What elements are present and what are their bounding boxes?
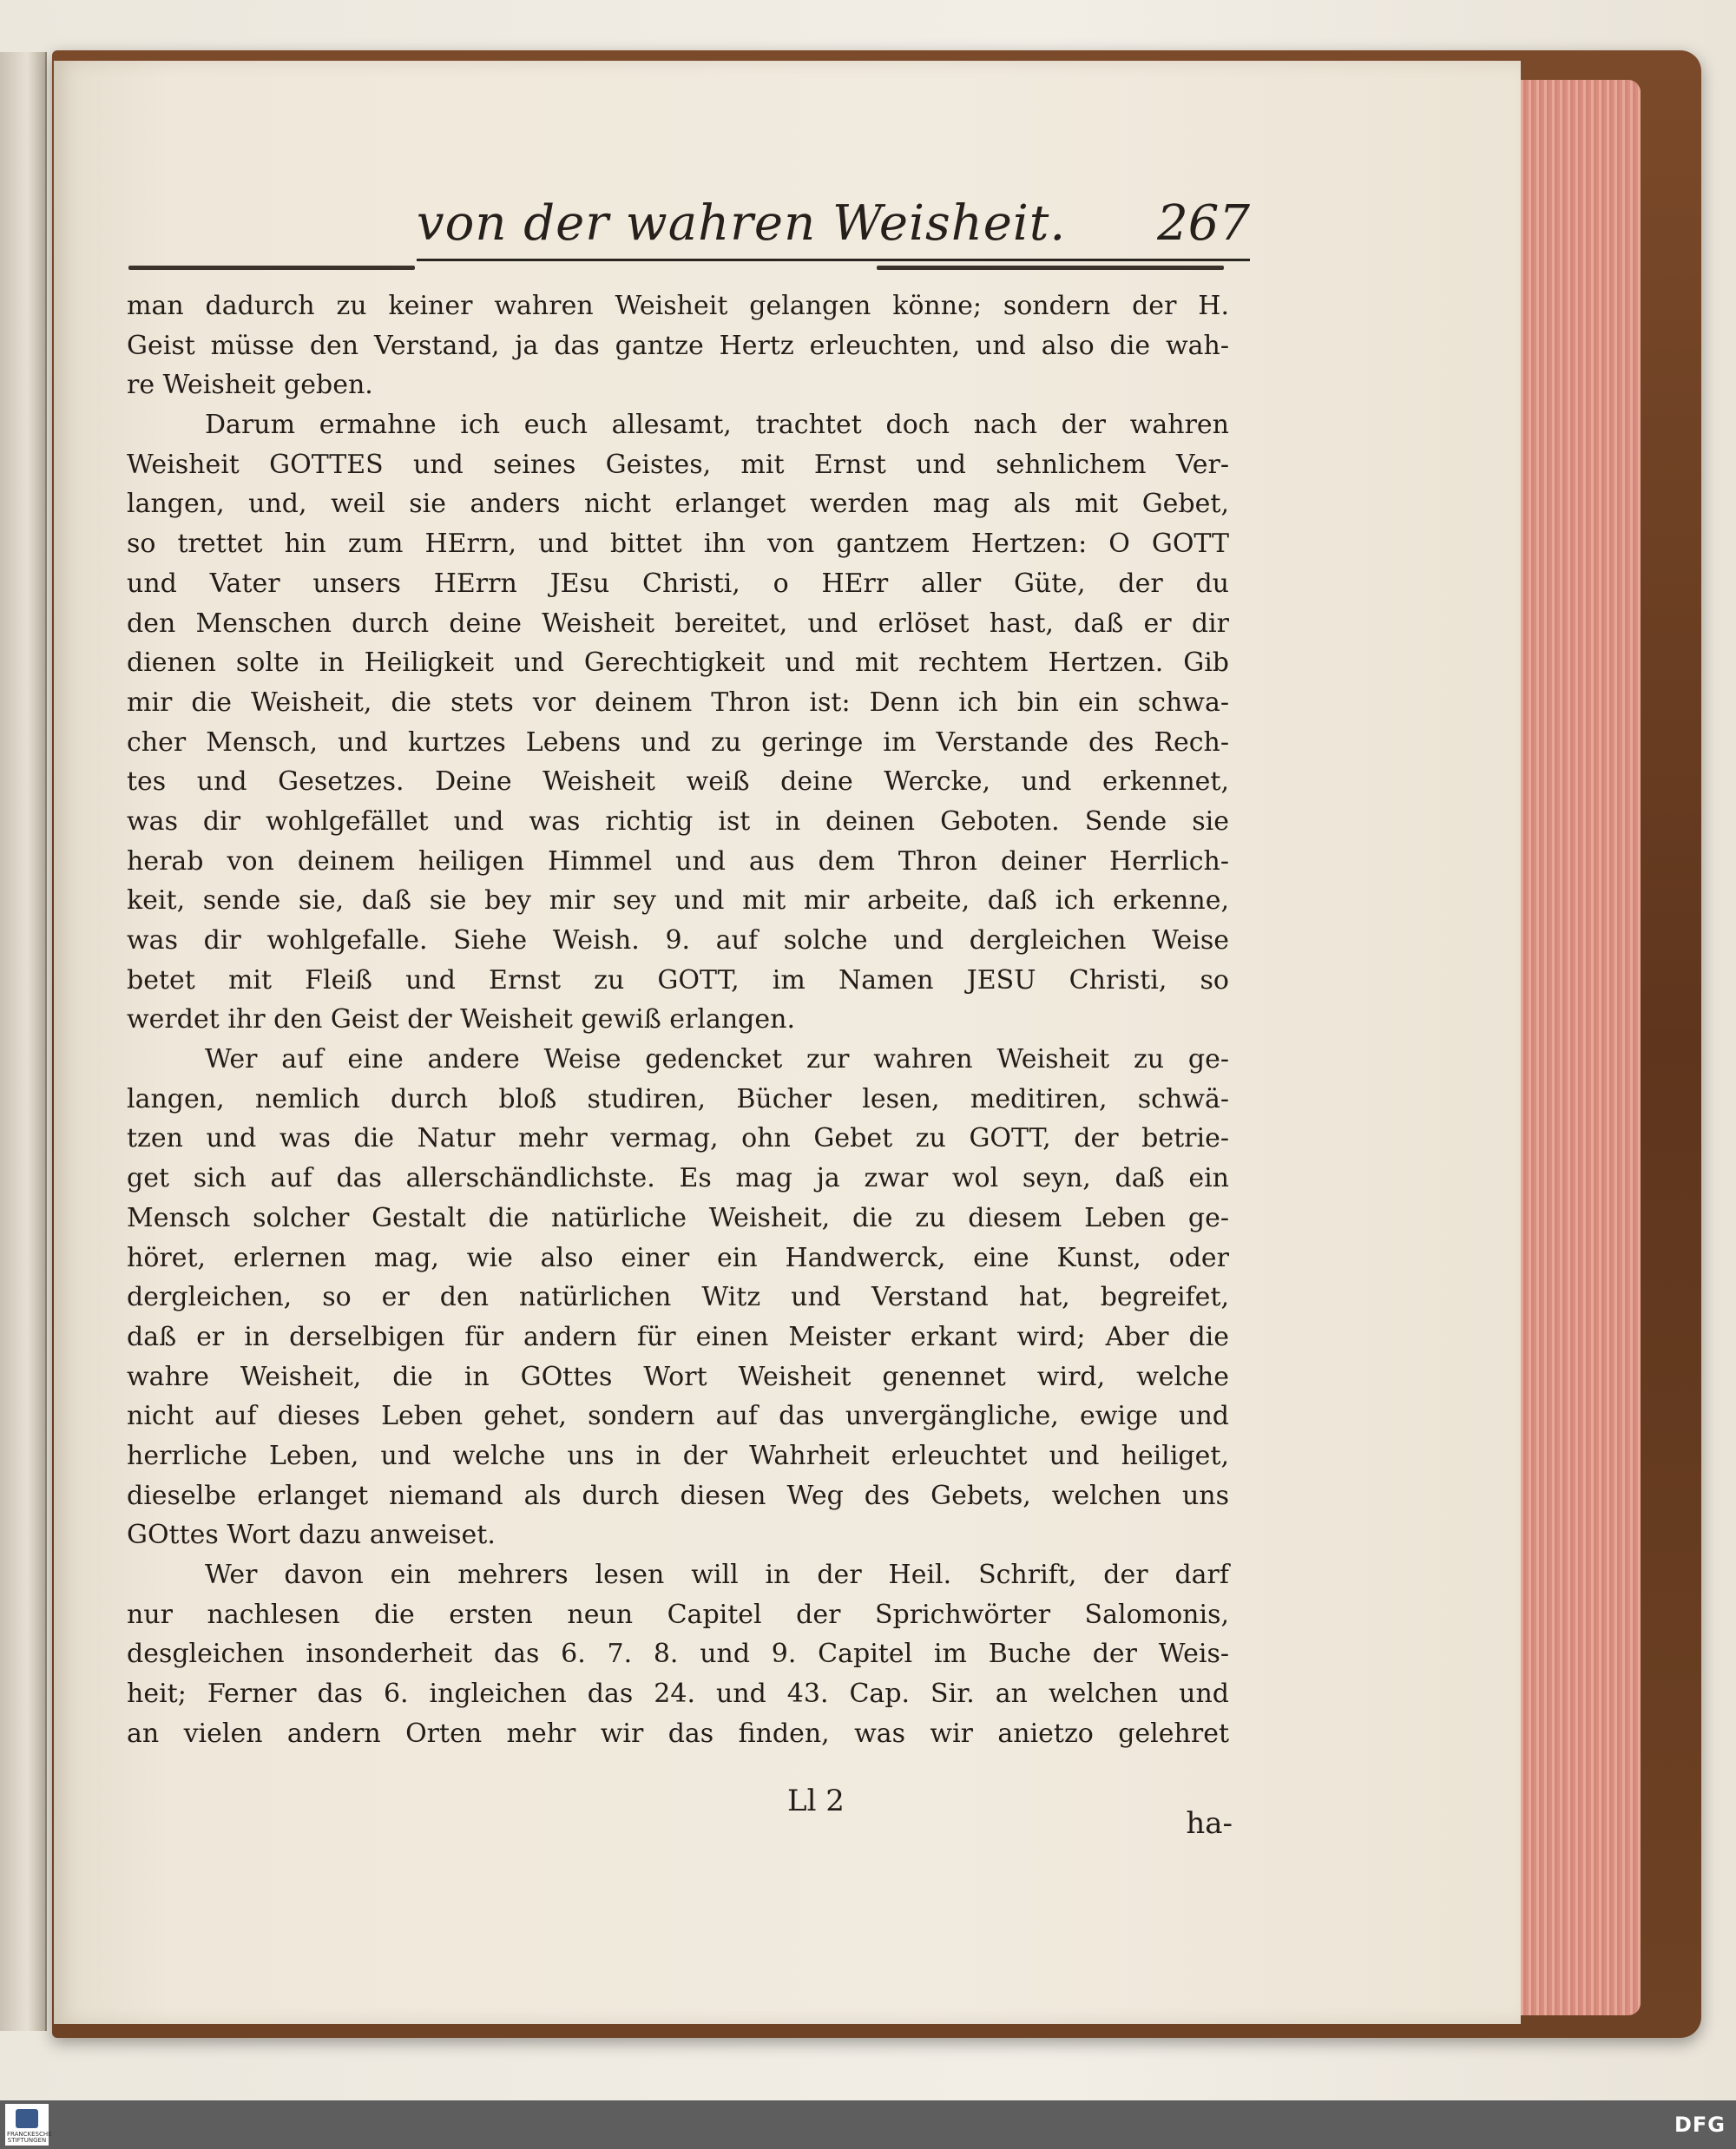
viewer-footer-bar [0,2100,1736,2149]
text-line: tes und Gesetzes. Deine Weisheit weiß deine Wercke, und erkennet, [127,766,1229,798]
text-line: wahre Weisheit, die in GOttes Wort Weisheit genennet wird, welche [127,1361,1229,1392]
text-line: heit; Ferner das 6. ingleichen das 24. und 43. Cap. Sir. an welchen und [127,1679,1229,1710]
text-line: re Weisheit geben. [127,370,373,401]
header-rule-right [877,266,1224,270]
text-line: dienen solte in Heiligkeit und Gerechtigkeit und mit rechtem Hertzen. Gib [127,647,1229,679]
text-line: mir die Weisheit, die stets vor deinem Thron ist: Denn ich bin ein schwa- [127,687,1229,718]
body-text [127,286,1229,1753]
text-line: was dir wohlgefalle. Siehe Weish. 9. auf solche und dergleichen Weise [127,925,1229,956]
text-line: dergleichen, so er den natürlichen Witz und Verstand hat, begreifet, [127,1282,1229,1313]
text-line: get sich auf das allerschändlichste. Es mag ja zwar wol seyn, daß ein [127,1163,1229,1194]
page-header [417,189,1250,261]
text-line: betet mit Fleiß und Ernst zu GOTT, im Namen JESU Christi, so [127,964,1229,996]
facing-page-edge [0,52,47,2031]
text-line: Geist müsse den Verstand, ja das gantze Hertz erleuchten, und also die wah- [127,330,1229,361]
text-line: an vielen andern Orten mehr wir das finden, was wir anietzo gelehret [127,1718,1229,1749]
text-line: herab von deinem heiligen Himmel und aus dem Thron deiner Herrlich- [127,845,1229,877]
text-line: den Menschen durch deine Weisheit bereitet, und erlöset hast, daß er dir [127,608,1229,639]
signature-mark: Ll 2 [787,1784,845,1818]
header-rule-left [128,266,415,270]
running-title: von der wahren Weisheit. [417,195,1067,252]
catchword: ha- [1186,1806,1233,1841]
text-line: werdet ihr den Geist der Weisheit gewiß erlangen. [127,1004,795,1035]
dfg-label: DFG [1674,2113,1726,2137]
text-line: dieselbe erlanget niemand als durch diesen Weg des Gebets, welchen uns [127,1480,1229,1511]
red-page-edges [1510,80,1641,2015]
text-line: nur nachlesen die ersten neun Capitel der Sprichwörter Salomonis, [127,1599,1229,1630]
text-line: herrliche Leben, und welche uns in der Wahrheit erleuchtet und heiliget, [127,1440,1229,1471]
text-line: Wer davon ein mehrers lesen will in der Heil. Schrift, der darf [205,1560,1229,1590]
text-line: tzen und was die Natur mehr vermag, ohn Gebet zu GOTT, der betrie- [127,1123,1229,1154]
text-line: keit, sende sie, daß sie bey mir sey und mit mir arbeite, daß ich erkenne, [127,885,1229,917]
text-line: Darum ermahne ich euch allesamt, trachtet doch nach der wahren [205,410,1229,441]
text-line: Wer auf eine andere Weise gedencket zur wahren Weisheit zu ge- [205,1044,1229,1075]
text-line: langen, und, weil sie anders nicht erlanget werden mag als mit Gebet, [127,489,1229,520]
text-line: cher Mensch, und kurtzes Lebens und zu geringe im Verstande des Rech- [127,726,1229,758]
text-line: Mensch solcher Gestalt die natürliche Weisheit, die zu diesem Leben ge- [127,1202,1229,1233]
page-number: 267 [1157,195,1250,252]
text-line: nicht auf dieses Leben gehet, sondern auf das unvergängliche, ewige und [127,1401,1229,1432]
logo-caption: FRANCKESCHE STIFTUNGEN [7,2131,52,2144]
text-line: Weisheit GOTTES und seines Geistes, mit Ernst und sehnlichem Ver- [127,449,1229,480]
text-line: GOttes Wort dazu anweiset. [127,1520,496,1551]
logo-mark-icon [16,2109,38,2128]
text-line: höret, erlernen mag, wie also einer ein Handwerck, eine Kunst, oder [127,1242,1229,1273]
text-line: daß er in derselbigen für andern für einen Meister erkant wird; Aber die [127,1321,1229,1352]
text-line: so trettet hin zum HErrn, und bittet ihn von gantzem Hertzen: O GOTT [127,529,1229,560]
text-line: langen, nemlich durch bloß studiren, Bücher lesen, meditiren, schwä- [127,1083,1229,1114]
text-line: desgleichen insonderheit das 6. 7. 8. und 9. Capitel im Buche der Weis- [127,1639,1229,1670]
text-line: man dadurch zu keiner wahren Weisheit gelangen könne; sondern der H. [127,291,1229,321]
franckesche-stiftungen-logo [5,2104,52,2146]
text-line: und Vater unsers HErrn JEsu Christi, o HErr aller Güte, der du [127,568,1229,599]
text-line: was dir wohlgefället und was richtig ist in deinen Geboten. Sende sie [127,805,1229,837]
